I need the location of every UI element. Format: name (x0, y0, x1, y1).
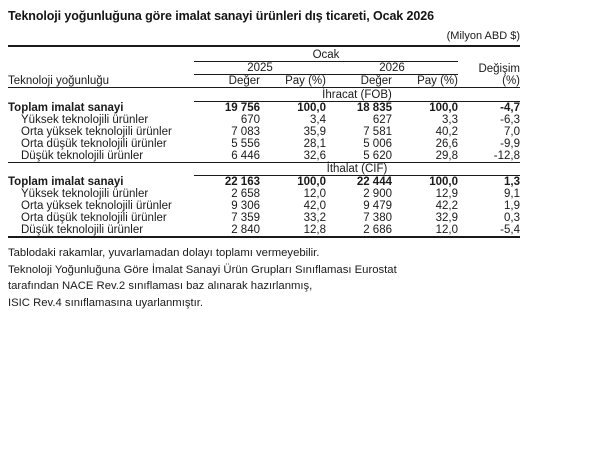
cell-share-2025: 12,8 (303, 224, 326, 236)
header-share-2026: Pay (%) (417, 75, 458, 87)
footnote-line: Tablodaki rakamlar, yuvarlamadan dolayı toplamı vermeyebilir. (8, 247, 320, 259)
cell-share-2025: 35,9 (303, 126, 326, 138)
cell-share-2026: 100,0 (429, 102, 458, 114)
footnote-line: tarafından NACE Rev.2 sınıflaması baz alınarak hazırlanmış, (8, 280, 313, 292)
cell-share-2025: 28,1 (303, 138, 326, 150)
row-label: Toplam imalat sanayi (8, 176, 124, 188)
cell-change: 7,0 (504, 126, 520, 138)
header-row-label: Teknoloji yoğunluğu (8, 75, 110, 87)
header-row-period (8, 49, 520, 62)
row-label: Yüksek teknolojili ürünler (21, 114, 149, 126)
row-label: Orta düşük teknolojili ürünler (21, 138, 167, 150)
header-change-label: Değişim (478, 62, 520, 75)
cell-value-2026: 5 006 (363, 138, 392, 150)
table-row (8, 200, 520, 212)
cell-change: -12,8 (493, 150, 520, 162)
cell-value-2026: 627 (372, 114, 392, 126)
cell-value-2025: 7 359 (231, 212, 260, 224)
cell-share-2025: 12,0 (303, 188, 326, 200)
cell-share-2026: 32,9 (435, 212, 458, 224)
table-row (8, 126, 520, 138)
cell-value-2025: 7 083 (231, 126, 260, 138)
header-value-2026: Değer (360, 75, 392, 87)
cell-change: 1,3 (504, 176, 520, 188)
cell-value-2025: 9 306 (231, 200, 260, 212)
cell-share-2025: 42,0 (303, 200, 326, 212)
cell-share-2026: 42,2 (435, 200, 458, 212)
cell-share-2025: 33,2 (303, 212, 326, 224)
table-row (8, 176, 520, 189)
cell-value-2025: 670 (240, 114, 260, 126)
header-share-2025: Pay (%) (285, 75, 326, 87)
cell-value-2025: 22 163 (224, 176, 260, 188)
cell-value-2025: 6 446 (231, 150, 260, 162)
units-label: (Milyon ABD $) (446, 30, 520, 42)
row-label: Düşük teknolojili ürünler (21, 224, 144, 236)
cell-change: 1,9 (504, 200, 520, 212)
cell-change: 9,1 (504, 188, 520, 200)
cell-share-2025: 32,6 (303, 150, 326, 162)
cell-share-2026: 29,8 (435, 150, 458, 162)
table-row (8, 102, 520, 115)
cell-value-2025: 2 840 (231, 224, 260, 236)
header-row-columns (8, 75, 520, 88)
header-year-2025: 2025 (194, 62, 326, 75)
row-label: Orta düşük teknolojili ürünler (21, 212, 167, 224)
cell-value-2026: 22 444 (356, 176, 392, 188)
table-bottom-border (8, 237, 520, 240)
header-period-group: Ocak (194, 49, 458, 62)
row-label: Orta yüksek teknolojili ürünler (21, 126, 172, 138)
cell-share-2026: 26,6 (435, 138, 458, 150)
document-page (0, 9, 600, 472)
header-value-2025: Değer (228, 75, 260, 87)
table-row (8, 150, 520, 163)
row-label: Toplam imalat sanayi (8, 102, 124, 114)
footnote-line: Teknoloji Yoğunluğuna Göre İmalat Sanayi Ürün Grupları Sınıflaması Eurostat (8, 263, 397, 276)
cell-change: -5,4 (500, 224, 520, 236)
section-title-export: İhracat (FOB) (194, 89, 520, 102)
footnote-line: ISIC Rev.4 sınıflamasına uyarlanmıştır. (8, 296, 204, 309)
cell-share-2025: 100,0 (297, 102, 326, 114)
table-row (8, 212, 520, 224)
cell-value-2026: 9 479 (363, 200, 392, 212)
cell-value-2026: 18 835 (356, 102, 392, 114)
header-row-years (8, 62, 520, 75)
cell-value-2026: 7 380 (363, 212, 392, 224)
cell-value-2026: 5 620 (363, 150, 392, 162)
cell-share-2026: 3,3 (442, 114, 458, 126)
cell-share-2026: 40,2 (435, 126, 458, 138)
table-row (8, 224, 520, 237)
section-title-import: İthalat (CIF) (194, 163, 520, 176)
header-year-2026: 2026 (326, 62, 458, 75)
cell-value-2025: 2 658 (231, 188, 260, 200)
table-row (8, 138, 520, 150)
cell-value-2025: 5 556 (231, 138, 260, 150)
cell-share-2026: 100,0 (429, 176, 458, 188)
footnotes (8, 245, 568, 311)
cell-share-2026: 12,0 (435, 224, 458, 236)
row-label: Yüksek teknolojili ürünler (21, 188, 149, 200)
row-label: Düşük teknolojili ürünler (21, 150, 144, 162)
cell-change: 0,3 (504, 212, 520, 224)
cell-share-2025: 100,0 (297, 176, 326, 188)
cell-share-2026: 12,9 (435, 188, 458, 200)
table-body (8, 46, 520, 240)
cell-value-2026: 7 581 (363, 126, 392, 138)
page-title: Teknoloji yoğunluğuna göre imalat sanayi ürünleri dış ticareti, Ocak 2026 (8, 9, 434, 23)
cell-share-2025: 3,4 (310, 114, 326, 126)
cell-change: -9,9 (500, 138, 520, 150)
cell-value-2026: 2 900 (363, 188, 392, 200)
section-header-export (8, 89, 520, 102)
header-change-unit: (%) (502, 75, 520, 87)
cell-value-2025: 19 756 (224, 102, 260, 114)
table-row (8, 114, 520, 126)
cell-change: -6,3 (500, 114, 520, 126)
row-label: Orta yüksek teknolojili ürünler (21, 200, 172, 212)
trade-statistics-table (8, 45, 520, 240)
cell-change: -4,7 (500, 102, 520, 114)
section-header-import (8, 163, 520, 176)
table-row (8, 188, 520, 200)
cell-value-2026: 2 686 (363, 224, 392, 236)
